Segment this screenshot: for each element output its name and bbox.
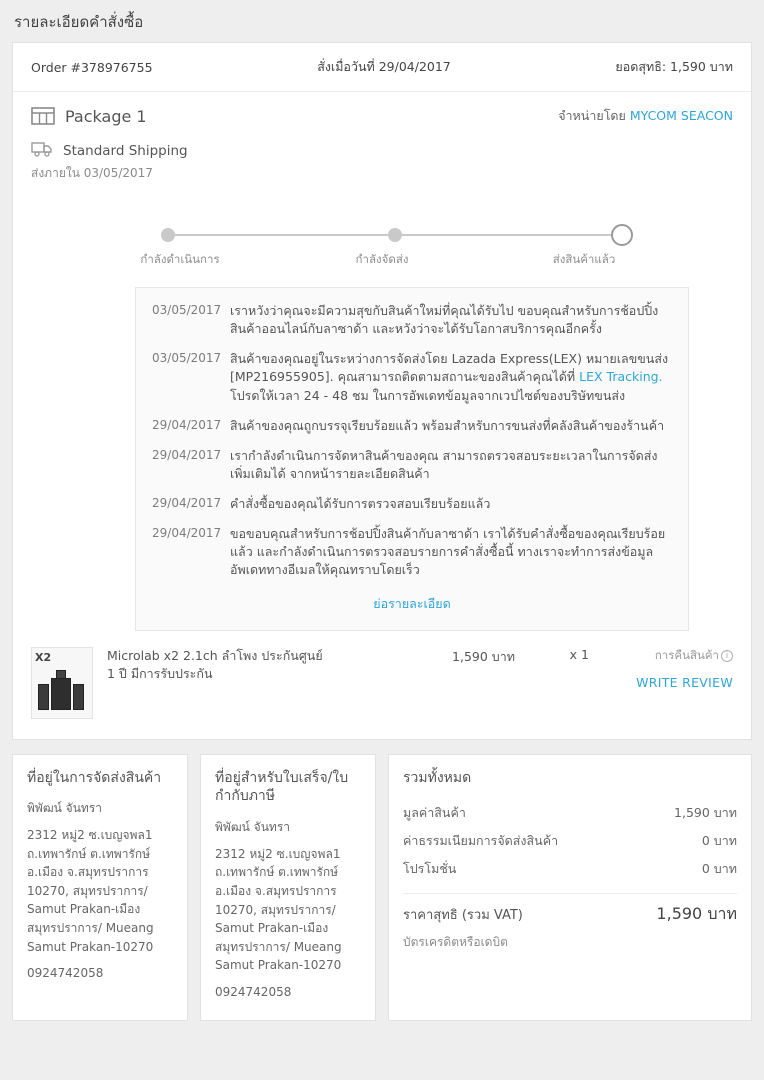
package-title-group	[31, 106, 147, 126]
timeline-text: คำสั่งซื้อของคุณได้รับการตรวจสอบเรียบร้อยแล้ว	[230, 496, 491, 511]
info-icon[interactable]: i	[721, 650, 733, 662]
tracker-node-shipping	[388, 228, 402, 242]
tracker-labels	[53, 251, 711, 269]
billing-address-card	[200, 754, 376, 1021]
timeline-date: 03/05/2017	[152, 303, 222, 317]
shipping-method-name: Standard Shipping	[63, 143, 188, 159]
shipping-address-name: พิพัฒน์ จันทรา	[27, 801, 103, 816]
totals-heading: รวมทั้งหมด	[403, 769, 472, 786]
grand-total-label: ราคาสุทธิ (รวม VAT)	[403, 908, 523, 924]
speaker-shape	[73, 684, 84, 710]
address-line: อ.เมือง จ.สมุทรปราการ	[215, 884, 337, 899]
package-title: Package 1	[65, 106, 147, 126]
collapse-details-link[interactable]: ย่อรายละเอียด	[373, 595, 451, 611]
truck-icon	[31, 140, 53, 162]
timeline-date: 29/04/2017	[152, 496, 222, 510]
product-name-line1: Microlab x2 2.1ch ลำโพง ประกันศูนย์	[107, 647, 323, 663]
totals-row-value: 1,590 บาท	[674, 805, 737, 821]
billing-address-phone: 0924742058	[215, 985, 292, 1000]
order-summary-bar	[13, 43, 751, 92]
speaker-shape	[38, 684, 49, 710]
tracker-label-shipping: กำลังจัดส่ง	[355, 252, 409, 266]
timeline-item	[152, 350, 672, 404]
timeline-text	[230, 350, 672, 404]
timeline-text: เราหวังว่าคุณจะมีความสุขกับสินค้าใหม่ที่คุณได้รับไป ขอบคุณสำหรับการช้อปปิ้งสินค้าออนไลน์กับลาซาด้า และหวังว่าจะได้รับโอกาสบริการคุณอีกครั้ง	[230, 303, 659, 337]
grand-total-value: 1,590 บาท	[656, 904, 737, 924]
seller-group	[558, 106, 733, 126]
timeline-item	[152, 525, 672, 579]
tracker-line-wrap	[53, 223, 711, 247]
product-name-line2: 1 ปี มีการรับประกัน	[107, 666, 213, 682]
timeline-item	[152, 447, 672, 483]
seller-link[interactable]: MYCOM SEACON	[629, 108, 733, 123]
address-line: Samut Prakan-10270	[27, 939, 154, 954]
address-line: 2312 หมู่2 ซ.เบญจพล1	[215, 846, 341, 861]
billing-address-heading: ที่อยู่สำหรับใบเสร็จ/ใบกำกับภาษี	[215, 769, 349, 805]
billing-address-lines	[215, 845, 361, 975]
product-row	[13, 631, 751, 739]
totals-row	[403, 799, 737, 827]
totals-row	[403, 827, 737, 855]
speaker-shape	[51, 678, 71, 710]
totals-row-label: ค่าธรรมเนียมการจัดส่งสินค้า	[403, 833, 559, 849]
product-quantity: x 1	[569, 646, 589, 662]
address-line: ถ.เทพารักษ์ ต.เทพารักษ์	[27, 846, 151, 861]
timeline-text-before: สินค้าของคุณอยู่ในระหว่างการจัดส่งโดย Lazada Express(LEX) หมายเลขขนส่ง [MP216955905]. คุณสามารถติดตามสถานะของสินค้าคุณได้ที่	[230, 351, 669, 385]
timeline-date: 29/04/2017	[152, 447, 222, 462]
address-line: สมุทรปราการ/ Mueang	[215, 939, 342, 954]
address-line: สมุทรปราการ/ Mueang	[27, 920, 154, 935]
package-icon	[31, 106, 55, 126]
order-progress-tracker	[13, 197, 751, 275]
timeline-date: 03/05/2017	[152, 351, 222, 366]
shipping-address-heading: ที่อยู่ในการจัดส่งสินค้า	[27, 769, 162, 786]
totals-row-value: 0 บาท	[701, 861, 737, 877]
shipping-address-phone: 0924742058	[27, 966, 104, 981]
tracker-label-delivered: ส่งสินค้าแล้ว	[552, 252, 616, 266]
address-line: ถ.เทพารักษ์ ต.เทพารักษ์	[215, 865, 339, 880]
return-policy-label[interactable]: การคืนสินค้า	[654, 647, 719, 662]
totals-row-label: โปรโมชั่น	[403, 861, 457, 877]
timeline-date: 29/04/2017	[152, 526, 222, 541]
billing-address-name: พิพัฒน์ จันทรา	[215, 820, 291, 835]
timeline-text: สินค้าของคุณถูกบรรจุเรียบร้อยแล้ว พร้อมสำหรับการขนส่งที่คลังสินค้าของร้านค้า	[230, 417, 665, 433]
shipping-address-card	[12, 754, 188, 1021]
timeline-text: เรากำลังดำเนินการจัดหาสินค้าของคุณ สามารถตรวจสอบระยะเวลาในการจัดส่งเพิ่มเติมได้ จากหน้ารายละเอียดสินค้า	[230, 447, 658, 481]
totals-row-label: มูลค่าสินค้า	[403, 805, 466, 821]
lex-tracking-link[interactable]: LEX Tracking.	[579, 369, 663, 385]
product-actions	[603, 647, 733, 690]
shipping-eta: ส่งภายใน 03/05/2017	[31, 166, 153, 180]
order-card	[12, 42, 752, 740]
write-review-link[interactable]: WRITE REVIEW	[636, 674, 733, 690]
payment-method: บัตรเครดิตหรือเดบิต	[403, 935, 508, 950]
totals-card	[388, 754, 752, 1021]
address-line: 10270, สมุทรปราการ/	[27, 883, 148, 898]
shipping-method-row	[13, 132, 751, 162]
grand-total-row	[403, 902, 737, 927]
totals-row	[403, 855, 737, 883]
bottom-section	[12, 754, 752, 1021]
address-line: Samut Prakan-เมือง	[215, 921, 329, 936]
page-title: รายละเอียดคำสั่งซื้อ	[14, 13, 144, 31]
timeline-date: 29/04/2017	[152, 417, 222, 432]
timeline-item	[152, 417, 672, 435]
timeline-item	[152, 495, 672, 513]
product-thumbnail[interactable]	[31, 647, 93, 719]
timeline-text: ขอขอบคุณสำหรับการช้อปปิ้งสินค้ากับลาซาด้า เราได้รับคำสั่งซื้อของคุณเรียบร้อยแล้ว และกำลังดำเนินการตรวจสอบรายการคำสั่งซื้อนี้ ทางเราจะทำการส่งข้อมูลอัพเดททางอีเมลให้คุณทราบโดยเร็ว	[230, 526, 666, 578]
shipping-address-lines	[27, 826, 173, 956]
product-name[interactable]	[107, 647, 391, 685]
timeline-item	[152, 302, 672, 338]
tracker-node-processing	[161, 228, 175, 242]
address-line: Samut Prakan-10270	[215, 958, 342, 973]
address-line: 2312 หมู่2 ซ.เบญจพล1	[27, 827, 153, 842]
order-date: สั่งเมื่อวันที่ 29/04/2017	[317, 59, 451, 74]
timeline-text-after: โปรดให้เวลา 24 - 48 ชม ในการอัพเดทข้อมูลจากเวปไซต์ของบริษัทขนส่ง	[230, 387, 626, 403]
product-thumb-badge: X2	[35, 650, 52, 664]
order-total: ยอดสุทธิ: 1,590 บาท	[615, 59, 733, 74]
order-number: Order #378976755	[31, 59, 153, 75]
package-header	[13, 92, 751, 132]
address-line: อ.เมือง จ.สมุทรปราการ	[27, 865, 149, 880]
tracker-node-delivered	[611, 224, 633, 246]
order-timeline	[135, 287, 689, 631]
tracker-label-processing: กำลังดำเนินการ	[140, 252, 220, 266]
totals-divider	[403, 893, 737, 894]
sold-by-label: จำหน่ายโดย	[558, 108, 626, 123]
product-price: 1,590 บาท	[452, 648, 515, 664]
totals-row-value: 0 บาท	[701, 833, 737, 849]
address-line: Samut Prakan-เมือง	[27, 902, 141, 917]
address-line: 10270, สมุทรปราการ/	[215, 902, 336, 917]
